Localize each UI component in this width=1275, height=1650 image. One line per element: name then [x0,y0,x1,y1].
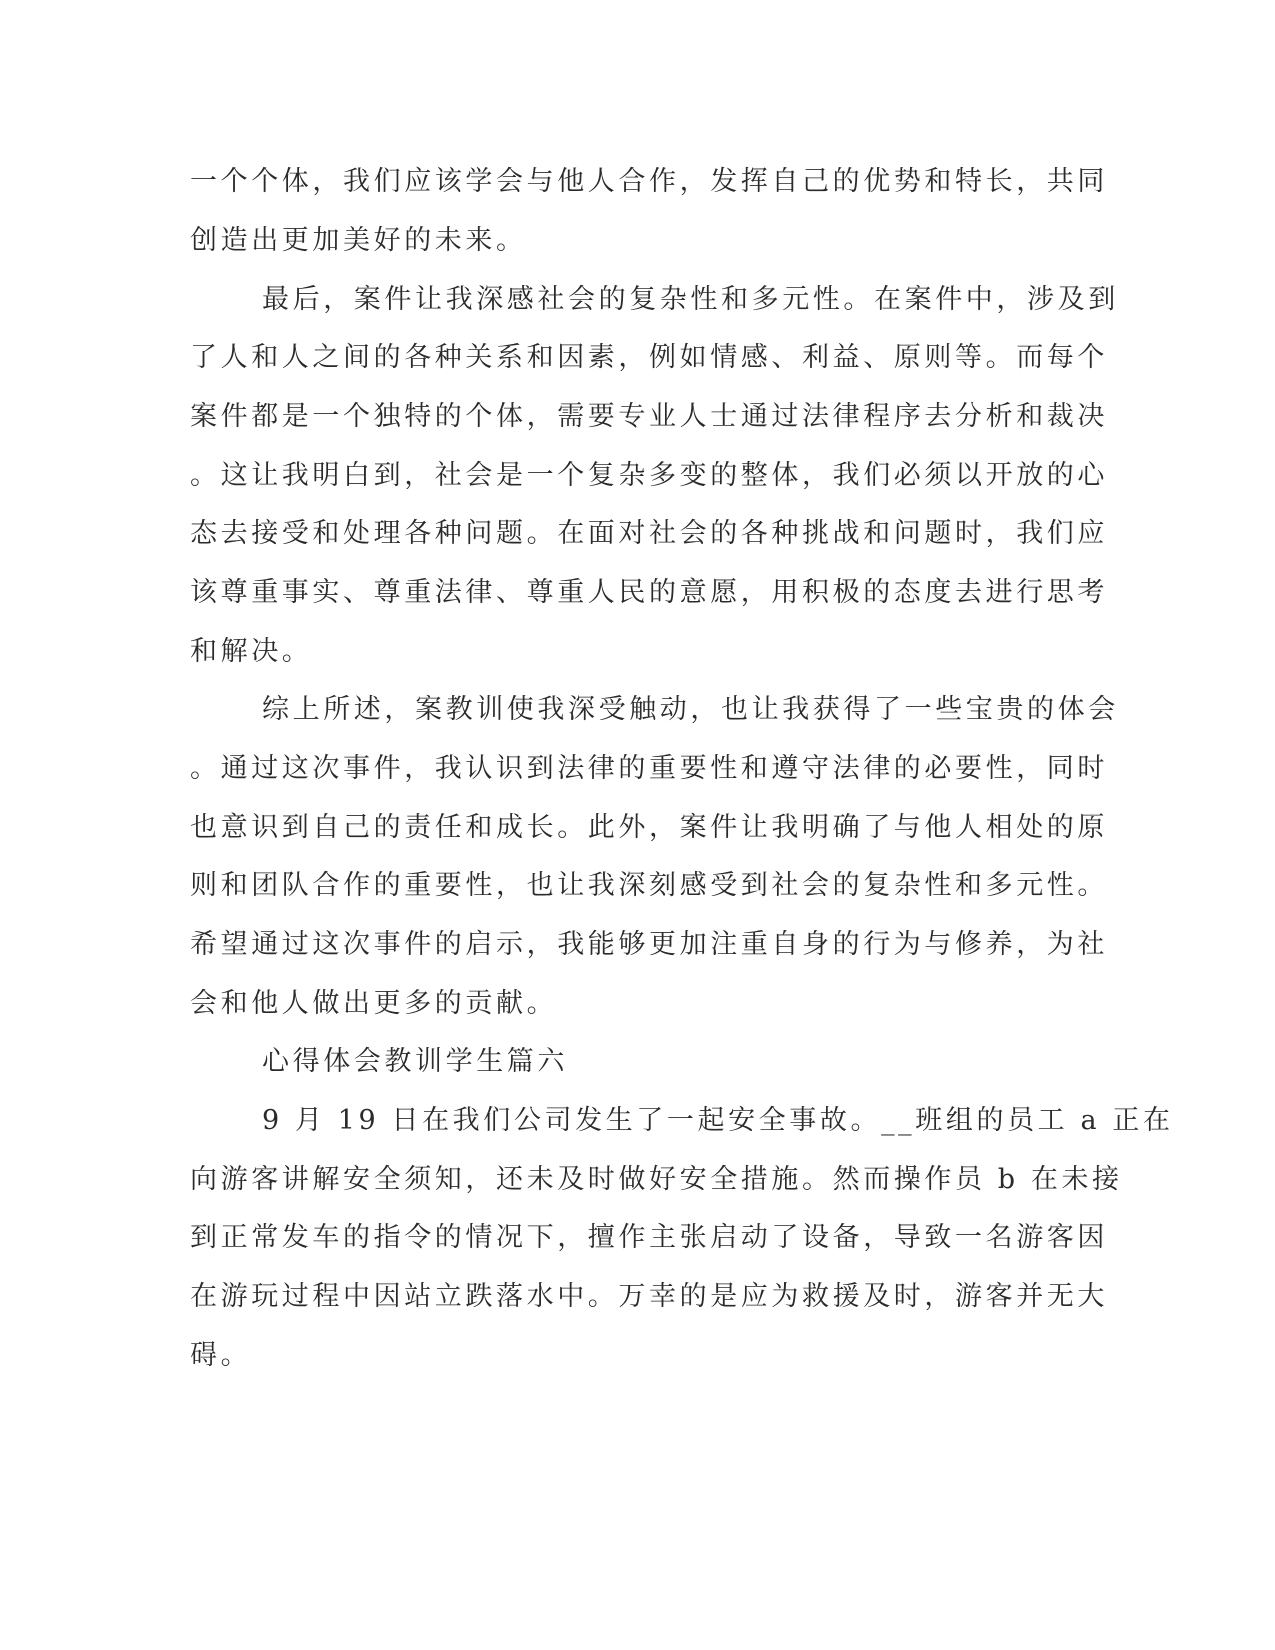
section-heading: 心得体会教训学生篇六 [262,1046,568,1077]
text-line: 。通过这次事件，我认识到法律的重要性和遵守法律的必要性，同时 [190,753,1108,784]
text-line: 到正常发车的指令的情况下，擅作主张启动了设备，导致一名游客因 [190,1222,1108,1253]
text-line: 案件都是一个独特的个体，需要专业人士通过法律程序去分析和裁决 [190,401,1108,432]
text-line: 也意识到自己的责任和成长。此外，案件让我明确了与他人相处的原 [190,812,1108,843]
text-line: 了人和人之间的各种关系和因素，例如情感、利益、原则等。而每个 [190,342,1108,373]
text-line: 会和他人做出更多的贡献。 [190,988,558,1019]
text-line: 一个个体，我们应该学会与他人合作，发挥自己的优势和特长，共同 [190,166,1108,197]
text-line: 创造出更加美好的未来。 [190,225,527,256]
text-line: 该尊重事实、尊重法律、尊重人民的意愿，用积极的态度去进行思考 [190,577,1108,608]
text-line: 态去接受和处理各种问题。在面对社会的各种挑战和问题时，我们应 [190,518,1108,549]
text-line: 则和团队合作的重要性，也让我深刻感受到社会的复杂性和多元性。 [190,870,1108,901]
text-line: 希望通过这次事件的启示，我能够更加注重自身的行为与修养，为社 [190,929,1108,960]
text-line: 。这让我明白到，社会是一个复杂多变的整体，我们必须以开放的心 [190,460,1108,491]
text-line: 碍。 [190,1340,252,1371]
paragraph-start-line: 最后，案件让我深感社会的复杂性和多元性。在案件中，涉及到 [262,284,1119,315]
paragraph-start-line: 综上所述，案教训使我深受触动，也让我获得了一些宝贵的体会 [262,694,1119,725]
text-line: 和解决。 [190,636,313,667]
text-line: 向游客讲解安全须知，还未及时做好安全措施。然而操作员 b 在未接 [190,1164,1123,1195]
paragraph-start-line: 9 月 19 日在我们公司发生了一起安全事故。__班组的员工 a 正在 [262,1105,1174,1136]
text-line: 在游玩过程中因站立跌落水中。万幸的是应为救援及时，游客并无大 [190,1281,1108,1312]
